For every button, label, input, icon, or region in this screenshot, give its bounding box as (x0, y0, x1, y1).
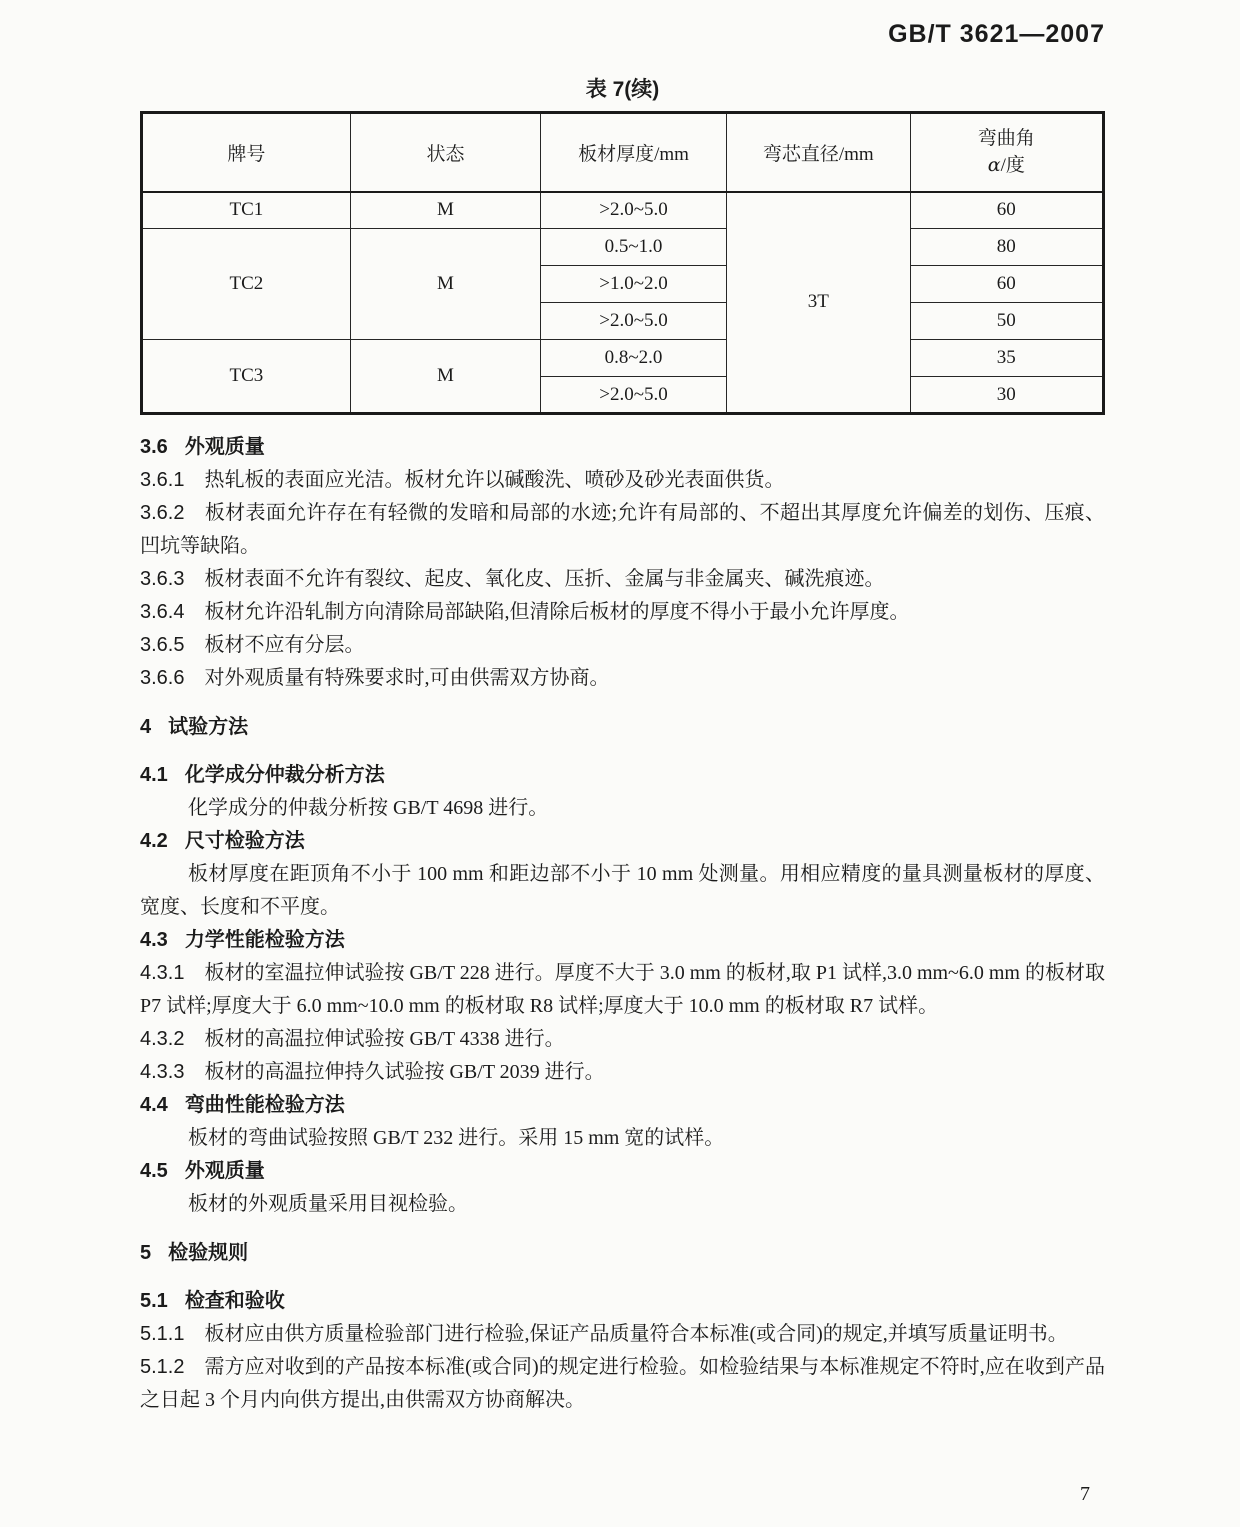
cell-thickness: >2.0~5.0 (541, 377, 727, 414)
cell-angle: 35 (910, 340, 1103, 377)
cell-thickness: 0.8~2.0 (541, 340, 727, 377)
heading-4 (140, 711, 1105, 744)
clause-4-3-3 (140, 1056, 1105, 1089)
cell-state-tc1: M (350, 192, 540, 229)
clause-3-6-5 (140, 629, 1105, 662)
cell-grade-tc1: TC1 (142, 192, 351, 229)
clause-text: 板材不应有分层。 (204, 634, 365, 656)
heading-number: 5.1 (140, 1290, 168, 1312)
clause-number: 5.1.1 (140, 1323, 185, 1345)
heading-text: 检验规则 (168, 1242, 249, 1264)
heading-text: 化学成分仲裁分析方法 (184, 764, 385, 786)
bend-angle-symbol (911, 152, 1102, 179)
cell-grade-tc3: TC3 (142, 340, 351, 414)
clause-3-6-2 (140, 497, 1105, 563)
cell-angle: 80 (910, 229, 1103, 266)
heading-number: 4.1 (140, 764, 168, 786)
clause-text: 板材的室温拉伸试验按 GB/T 228 进行。厚度不大于 3.0 mm 的板材,取 P1 试样,3.0 mm~6.0 mm 的板材取 P7 试样;厚度大于 6.0 mm~10.0 mm 的板材取 R8 试样;厚度大于 10.0 mm 的板材取 R7 试样。 (140, 962, 1105, 1017)
clause-number: 4.3.1 (140, 962, 185, 984)
heading-4-4 (140, 1089, 1105, 1122)
page-number: 7 (1080, 1483, 1090, 1505)
clause-text: 板材允许沿轧制方向清除局部缺陷,但清除后板材的厚度不得小于最小允许厚度。 (204, 601, 910, 623)
table-row (142, 340, 1104, 377)
clause-number: 3.6.5 (140, 634, 185, 656)
cell-angle: 30 (910, 377, 1103, 414)
cell-state-tc3: M (350, 340, 540, 414)
cell-angle: 60 (910, 266, 1103, 303)
clause-3-6-3 (140, 563, 1105, 596)
clause-number: 3.6.2 (140, 502, 185, 524)
clause-text: 对外观质量有特殊要求时,可由供需双方协商。 (204, 667, 610, 689)
clause-number: 3.6.3 (140, 568, 185, 590)
column-header-thickness: 板材厚度/mm (541, 113, 727, 192)
clause-number: 3.6.1 (140, 469, 185, 491)
heading-4-5 (140, 1155, 1105, 1188)
heading-text: 检查和验收 (184, 1290, 285, 1312)
clause-3-6-4 (140, 596, 1105, 629)
clause-text: 板材的高温拉伸试验按 GB/T 4338 进行。 (204, 1028, 565, 1050)
heading-5-1 (140, 1285, 1105, 1318)
paragraph: 板材的弯曲试验按照 GB/T 232 进行。采用 15 mm 宽的试样。 (188, 1127, 725, 1149)
heading-number: 3.6 (140, 436, 168, 458)
table-title: 表 7(续) (585, 78, 660, 101)
heading-text: 尺寸检验方法 (184, 830, 305, 852)
clause-text: 热轧板的表面应光洁。板材允许以碱酸洗、喷砂及砂光表面供货。 (204, 469, 785, 491)
column-header-grade: 牌号 (142, 113, 351, 192)
heading-number: 5 (140, 1242, 152, 1264)
clause-number: 4.3.2 (140, 1028, 185, 1050)
bend-angle-unit: /度 (1000, 155, 1025, 177)
cell-thickness: 0.5~1.0 (541, 229, 727, 266)
heading-text: 试验方法 (168, 716, 249, 738)
heading-text: 力学性能检验方法 (184, 929, 345, 951)
paragraph: 板材的外观质量采用目视检验。 (188, 1193, 468, 1215)
heading-3-6 (140, 431, 1105, 464)
cell-thickness: >1.0~2.0 (541, 266, 727, 303)
heading-4-2 (140, 825, 1105, 858)
cell-thickness: >2.0~5.0 (541, 192, 727, 229)
clause-4-3-1 (140, 957, 1105, 1023)
column-header-state: 状态 (350, 113, 540, 192)
clause-5-1-2 (140, 1351, 1105, 1417)
clause-number: 5.1.2 (140, 1356, 185, 1378)
table-7-continued (140, 111, 1105, 415)
heading-4-1 (140, 759, 1105, 792)
heading-text: 外观质量 (184, 436, 265, 458)
cell-core-diameter: 3T (726, 192, 910, 414)
heading-number: 4.3 (140, 929, 168, 951)
clause-text: 板材的高温拉伸持久试验按 GB/T 2039 进行。 (204, 1061, 605, 1083)
clause-text: 板材应由供方质量检验部门进行检验,保证产品质量符合本标准(或合同)的规定,并填写质量证明书。 (204, 1323, 1068, 1345)
clause-text: 板材表面不允许有裂纹、起皮、氧化皮、压折、金属与非金属夹、碱洗痕迹。 (204, 568, 885, 590)
cell-grade-tc2: TC2 (142, 229, 351, 340)
table-row (142, 192, 1104, 229)
paragraph: 板材厚度在距顶角不小于 100 mm 和距边部不小于 10 mm 处测量。用相应精度的量具测量板材的厚度、宽度、长度和不平度。 (140, 863, 1105, 918)
clause-4-3-2 (140, 1023, 1105, 1056)
heading-text: 外观质量 (184, 1160, 265, 1182)
clause-number: 4.3.3 (140, 1061, 185, 1083)
cell-state-tc2: M (350, 229, 540, 340)
clause-3-6-1 (140, 464, 1105, 497)
column-header-bend-angle (910, 113, 1103, 192)
heading-5 (140, 1237, 1105, 1270)
bend-angle-label: 弯曲角 (977, 128, 1035, 150)
column-header-core-diameter: 弯芯直径/mm (726, 113, 910, 192)
table-header-row (142, 113, 1104, 192)
cell-thickness: >2.0~5.0 (541, 303, 727, 340)
clause-text: 板材表面允许存在有轻微的发暗和局部的水迹;允许有局部的、不超出其厚度允许偏差的划伤、压痕、凹坑等缺陷。 (140, 502, 1105, 557)
cell-angle: 50 (910, 303, 1103, 340)
heading-text: 弯曲性能检验方法 (184, 1094, 345, 1116)
heading-4-3 (140, 924, 1105, 957)
clauses-section (140, 431, 1105, 1417)
heading-number: 4 (140, 716, 152, 738)
table-row (142, 229, 1104, 266)
heading-number: 4.2 (140, 830, 168, 852)
clause-number: 3.6.6 (140, 667, 185, 689)
clause-number: 3.6.4 (140, 601, 185, 623)
clause-3-6-6 (140, 662, 1105, 695)
cell-angle: 60 (910, 192, 1103, 229)
paragraph: 化学成分的仲裁分析按 GB/T 4698 进行。 (188, 797, 549, 819)
clause-5-1-1 (140, 1318, 1105, 1351)
heading-number: 4.5 (140, 1160, 168, 1182)
heading-number: 4.4 (140, 1094, 168, 1116)
alpha-symbol: α (987, 154, 1001, 177)
standard-number-header: GB/T 3621—2007 (888, 20, 1105, 48)
clause-text: 需方应对收到的产品按本标准(或合同)的规定进行检验。如检验结果与本标准规定不符时,应在收到产品之日起 3 个月内向供方提出,由供需双方协商解决。 (140, 1356, 1105, 1411)
